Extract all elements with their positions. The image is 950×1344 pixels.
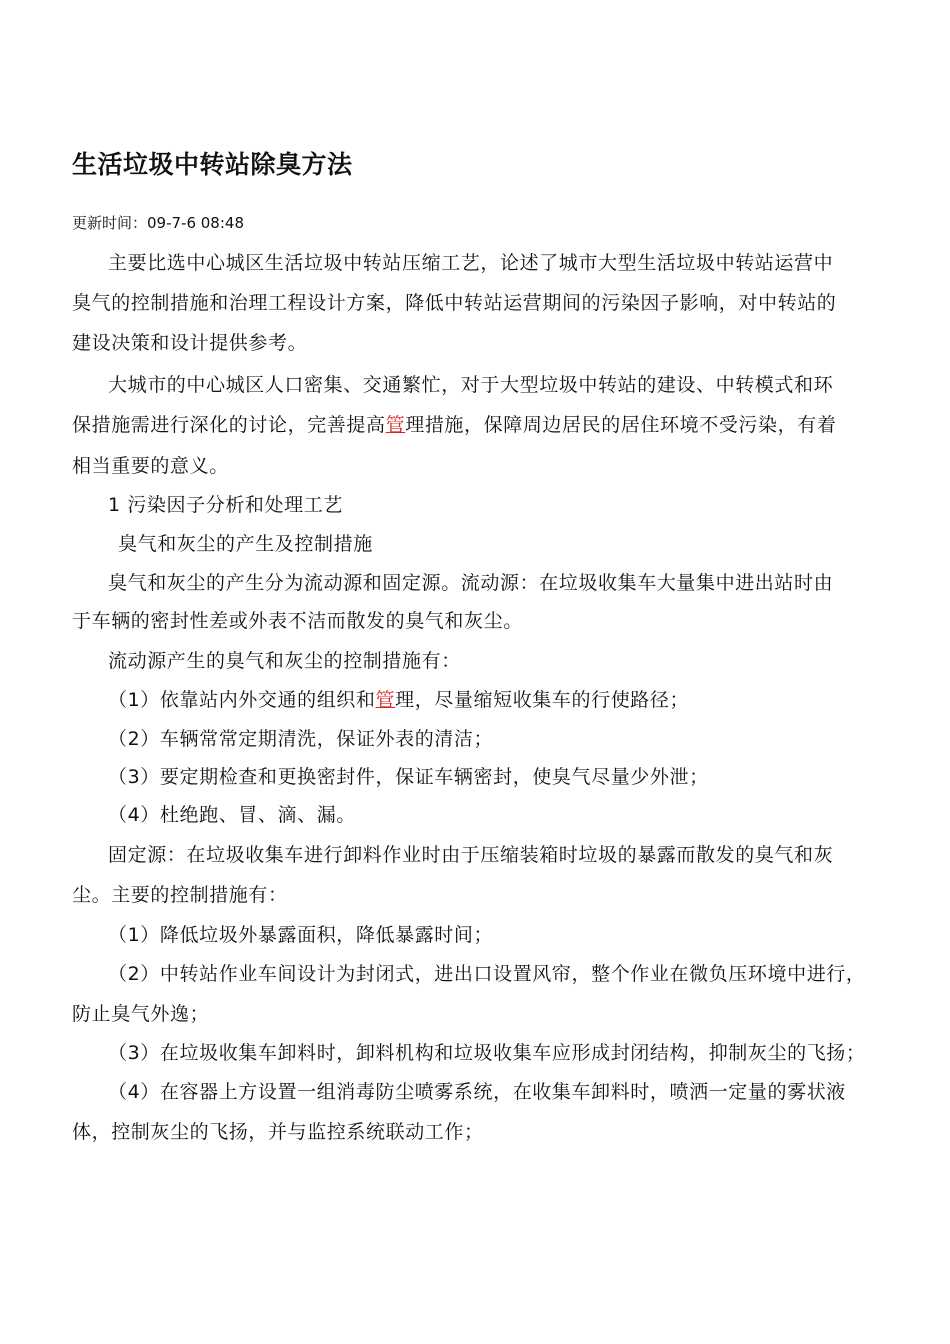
para4-line2: 尘。主要的控制措施有： <box>72 884 288 906</box>
mobile-item-4: （4）杜绝跑、冒、滴、漏。 <box>108 804 356 826</box>
mobile-item-3: （3）要定期检查和更换密封件，保证车辆密封，使臭气尽量少外泄； <box>108 766 709 788</box>
section-heading: 1 污染因子分析和处理工艺 <box>108 494 343 516</box>
para3-line2: 于车辆的密封性差或外表不洁而散发的臭气和灰尘。 <box>72 610 523 632</box>
mobile-item-1-start: （1）依靠站内外交通的组织和 <box>108 689 376 711</box>
para1-line1: 主要比选中心城区生活垃圾中转站压缩工艺，论述了城市大型生活垃圾中转站运营中 <box>108 252 834 274</box>
document-title: 生活垃圾中转站除臭方法 <box>72 150 353 179</box>
subsection-heading: 臭气和灰尘的产生及控制措施 <box>118 533 373 555</box>
fixed-item-3: （3）在垃圾收集车卸料时，卸料机构和垃圾收集车应形成封闭结构，抑制灰尘的飞扬； <box>108 1042 866 1064</box>
para3-line1: 臭气和灰尘的产生分为流动源和固定源。流动源：在垃圾收集车大量集中进出站时由 <box>108 572 834 594</box>
fixed-item-4-line2: 体，控制灰尘的飞扬，并与监控系统联动工作； <box>72 1121 484 1143</box>
fixed-item-1: （1）降低垃圾外暴露面积，降低暴露时间； <box>108 924 494 946</box>
fixed-item-4-line1: （4）在容器上方设置一组消毒防尘喷雾系统，在收集车卸料时，喷洒一定量的雾状液 <box>108 1081 846 1103</box>
mobile-item-1 <box>108 685 689 712</box>
mobile-item-2: （2）车辆常常定期清洗，保证外表的清洁； <box>108 728 494 750</box>
para2-line3: 相当重要的意义。 <box>72 455 229 477</box>
para2-line2-start: 保措施需进行深化的讨论，完善提高 <box>72 414 386 436</box>
para1-line3: 建设决策和设计提供参考。 <box>72 332 308 354</box>
fixed-item-2-line2: 防止臭气外逸； <box>72 1003 210 1025</box>
para2-line1: 大城市的中心城区人口密集、交通繁忙，对于大型垃圾中转站的建设、中转模式和环 <box>108 374 834 396</box>
management-link-2[interactable]: 管 <box>375 689 396 711</box>
management-link[interactable]: 管 <box>385 414 406 436</box>
para1-line2: 臭气的控制措施和治理工程设计方案，降低中转站运营期间的污染因子影响，对中转站的 <box>72 292 837 314</box>
update-time: 更新时间：09-7-6 08:48 <box>72 214 244 232</box>
para2-line2 <box>72 410 836 437</box>
fixed-item-2-line1: （2）中转站作业车间设计为封闭式，进出口设置风帘，整个作业在微负压环境中进行， <box>108 963 866 985</box>
mobile-item-1-end: 理，尽量缩短收集车的行使路径； <box>395 689 690 711</box>
mobile-source-intro: 流动源产生的臭气和灰尘的控制措施有： <box>108 650 461 672</box>
para4-line1: 固定源：在垃圾收集车进行卸料作业时由于压缩装箱时垃圾的暴露而散发的臭气和灰 <box>108 844 834 866</box>
para2-line2-end: 理措施，保障周边居民的居住环境不受污染，有着 <box>405 414 837 436</box>
